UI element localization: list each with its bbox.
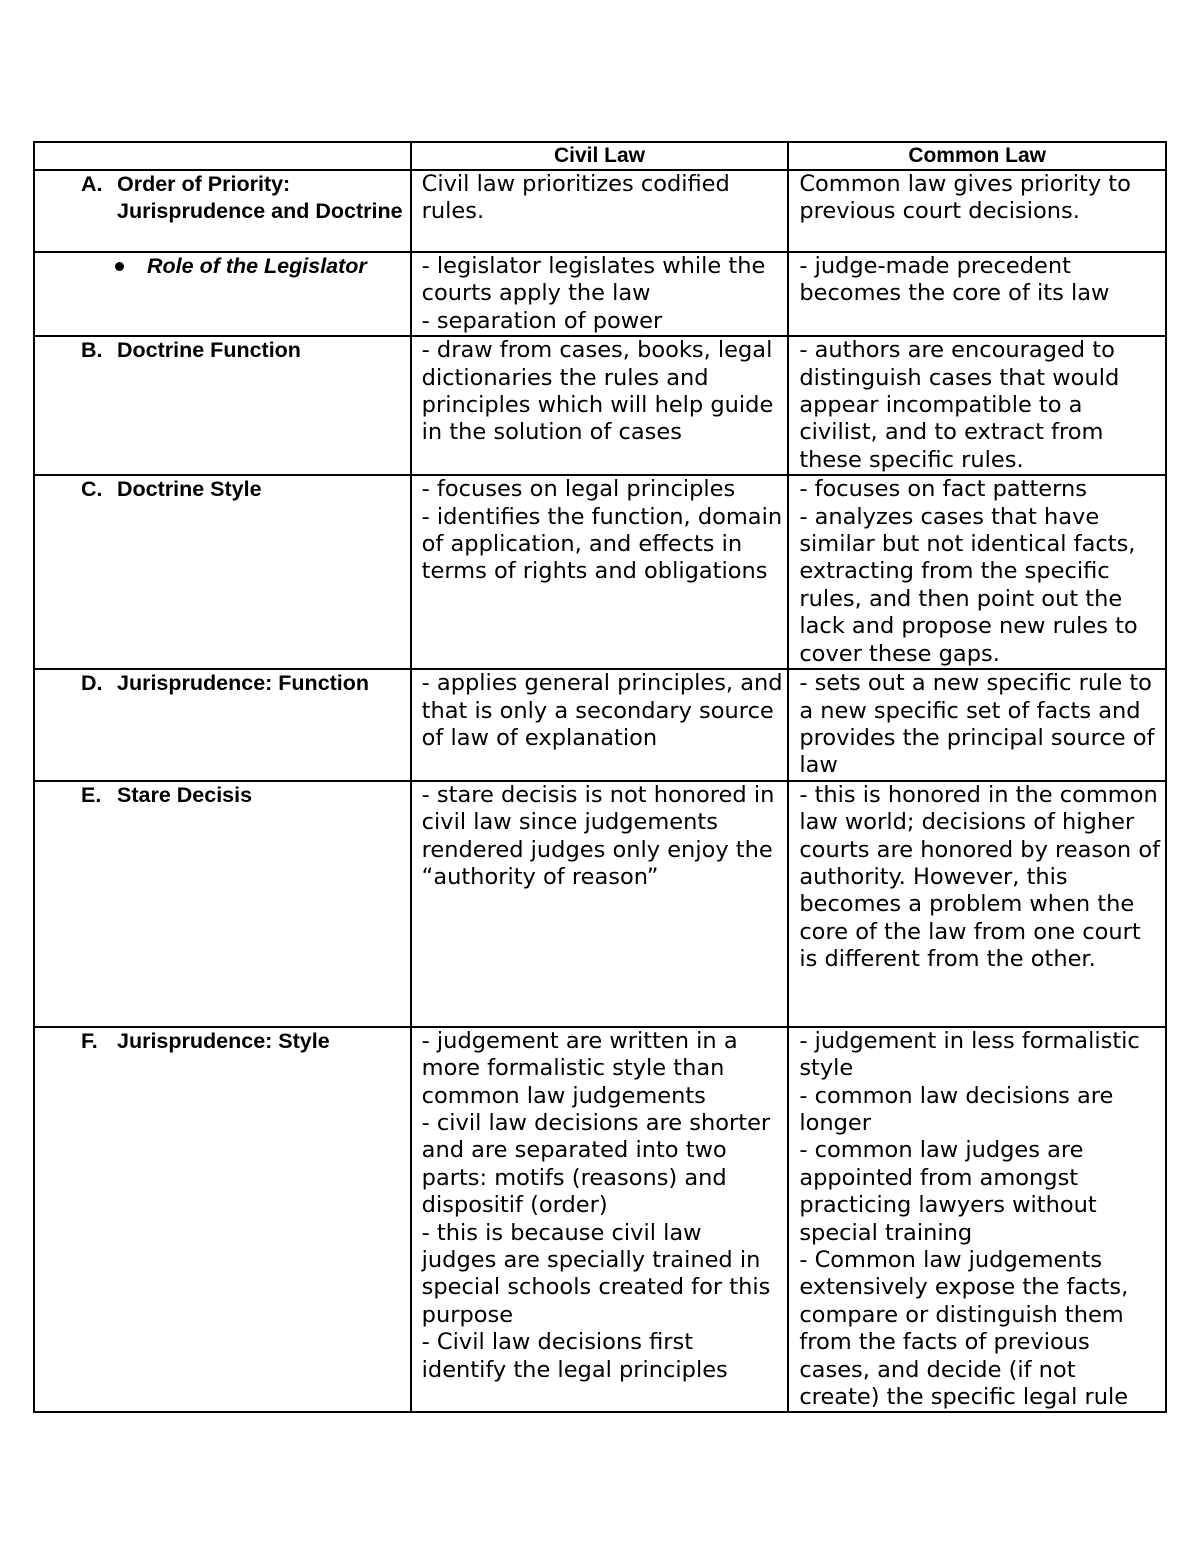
table-row xyxy=(34,781,1166,1027)
civil-law-text: - legislator legislates while the courts apply the law - separation of power xyxy=(421,253,766,334)
row-label-cell xyxy=(34,669,411,781)
header-row xyxy=(34,142,1166,170)
civil-law-cell xyxy=(411,336,789,475)
civil-law-text: - judgement are written in a more formalistic style than common law judgements - civil law decisions are shorter and are separated into two parts: motifs (reasons) and dispositif (order) - this is because civil law judges are specially trained in special schools created for this purpose - Civil law decisions first identify the legal principles xyxy=(421,1027,771,1383)
table-row xyxy=(34,252,1166,336)
common-law-text: - sets out a new specific rule to a new specific set of facts and provides the principal source of law xyxy=(799,670,1155,779)
civil-law-text: - stare decisis is not honored in civil law since judgements rendered judges only enjoy the “authority of reason” xyxy=(421,781,775,890)
header-common-law: Common Law xyxy=(788,142,1166,170)
civil-law-text: - draw from cases, books, legal dictionaries the rules and principles which will help guide in the solution of cases xyxy=(421,337,774,446)
civil-law-cell xyxy=(411,1027,789,1413)
table-row xyxy=(34,669,1166,781)
bullet-icon xyxy=(115,262,124,271)
row-letter: D. xyxy=(81,671,103,696)
civil-law-cell xyxy=(411,252,789,336)
row-letter: B. xyxy=(81,338,103,363)
header-civil-law: Civil Law xyxy=(411,142,789,170)
row-label: Role of the Legislator xyxy=(147,254,367,278)
common-law-cell xyxy=(788,669,1166,781)
table-row xyxy=(34,170,1166,252)
row-label: Jurisprudence: Style xyxy=(117,1028,330,1053)
row-label: Jurisprudence: Function xyxy=(117,671,370,696)
civil-law-cell xyxy=(411,669,789,781)
row-label-cell xyxy=(34,475,411,669)
row-letter: F. xyxy=(81,1028,98,1053)
civil-law-text: Civil law prioritizes codified rules. xyxy=(421,171,730,225)
common-law-cell xyxy=(788,252,1166,336)
table-row xyxy=(34,475,1166,669)
common-law-text: - judge-made precedent becomes the core of its law xyxy=(799,253,1110,307)
header-blank-cell xyxy=(34,142,411,170)
common-law-cell xyxy=(788,781,1166,1027)
civil-law-cell xyxy=(411,170,789,252)
row-label-cell xyxy=(34,252,411,336)
row-letter: C. xyxy=(81,477,103,502)
common-law-text: - authors are encouraged to distinguish cases that would appear incompatible to a civilist, and to extract from these specific rules. xyxy=(799,337,1120,473)
row-label-cell xyxy=(34,336,411,475)
row-letter: E. xyxy=(81,782,102,807)
common-law-cell xyxy=(788,336,1166,475)
common-law-cell xyxy=(788,475,1166,669)
row-label: Doctrine Function xyxy=(117,338,301,363)
row-label-cell xyxy=(34,781,411,1027)
civil-law-text: - applies general principles, and that is only a secondary source of law of explanation xyxy=(421,670,783,751)
row-label-cell xyxy=(34,170,411,252)
civil-law-cell xyxy=(411,475,789,669)
row-label: Stare Decisis xyxy=(117,782,253,807)
row-letter: A. xyxy=(81,172,103,196)
table-row xyxy=(34,1027,1166,1413)
common-law-cell xyxy=(788,170,1166,252)
common-law-text: Common law gives priority to previous court decisions. xyxy=(799,171,1131,225)
table-row xyxy=(34,336,1166,475)
common-law-text: - focuses on fact patterns - analyzes cases that have similar but not identical facts, extracting from the specific rules, and then point out the lack and propose new rules to cover these gaps. xyxy=(799,476,1138,667)
row-label: Doctrine Style xyxy=(117,477,262,502)
civil-law-text: - focuses on legal principles - identifies the function, domain of application, and effects in terms of rights and obligations xyxy=(421,476,783,585)
common-law-text: - judgement in less formalistic style - common law decisions are longer - common law judges are appointed from amongst practicing lawyers without special training - Common law judgements extensively expose the facts, compare or distinguish them from the facts of previous cases, and decide (if not create) the specific legal rule xyxy=(799,1027,1140,1410)
common-law-cell xyxy=(788,1027,1166,1413)
row-label: Order of Priority: Jurisprudence and Doctrine xyxy=(117,172,403,224)
comparison-table xyxy=(33,141,1167,1413)
common-law-text: - this is honored in the common law world; decisions of higher courts are honored by reason of authority. However, this becomes a problem when the core of the law from one court is different from the other. xyxy=(799,781,1161,973)
row-label-cell xyxy=(34,1027,411,1413)
civil-law-cell xyxy=(411,781,789,1027)
